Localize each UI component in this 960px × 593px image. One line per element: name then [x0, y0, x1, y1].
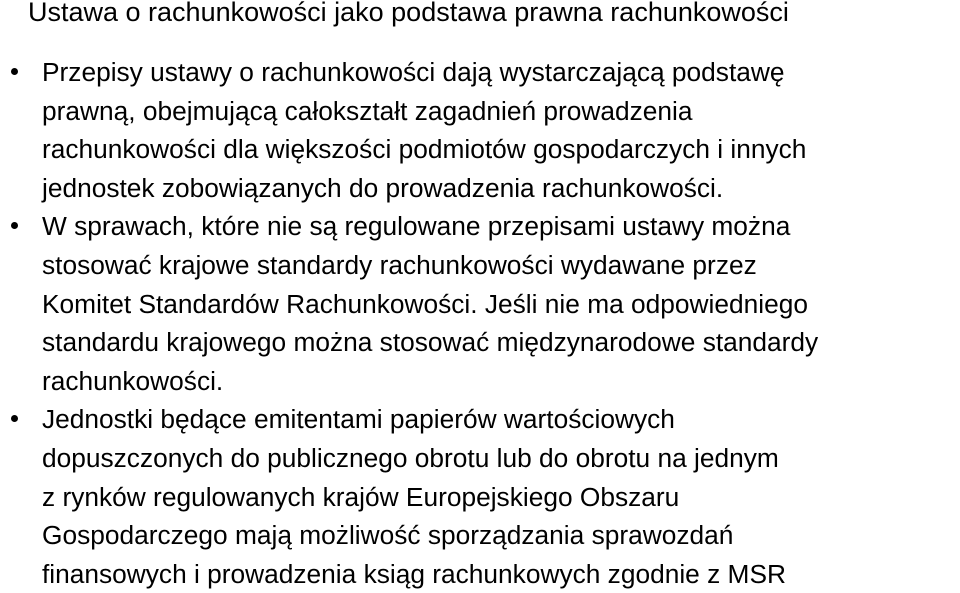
- slide-title: Ustawa o rachunkowości jako podstawa prawna rachunkowości: [28, 0, 789, 27]
- bullet-text-1: Przepisy ustawy o rachunkowości dają wystarczającą podstawę prawną, obejmującą całokształt zagadnień prowadzenia rachunkowości dla większości podmiotów gospodarczych i innych jednostek zobowiązanych do prowadzenia rachunkowości.: [42, 57, 807, 203]
- bullet-dot-icon: [11, 68, 18, 75]
- bullet-list: [0, 53, 960, 593]
- bullet-text-2: W sprawach, które nie są regulowane przepisami ustawy można stosować krajowe standardy rachunkowości wydawane przez Komitet Standardów Rachunkowości. Jeśli nie ma odpowiedniego standardu krajowego można stosować międzynarodowe standardy rachunkowości.: [42, 211, 819, 396]
- bullet-text-3: Jednostki będące emitentami papierów wartościowych dopuszczonych do publicznego obrotu lub do obrotu na jednym z rynków regulowanych krajów Europejskiego Obszaru Gospodarczego mają możliwość sporządzania sprawozdań finansowych i prowadzenia ksiąg rachunkowych zgodnie z MSR: [42, 404, 786, 589]
- bullet-dot-icon: [11, 222, 18, 229]
- bullet-item-1: [0, 53, 960, 207]
- bullet-dot-icon: [11, 415, 18, 422]
- bullet-item-2: [0, 207, 960, 400]
- bullet-item-3: [0, 400, 960, 593]
